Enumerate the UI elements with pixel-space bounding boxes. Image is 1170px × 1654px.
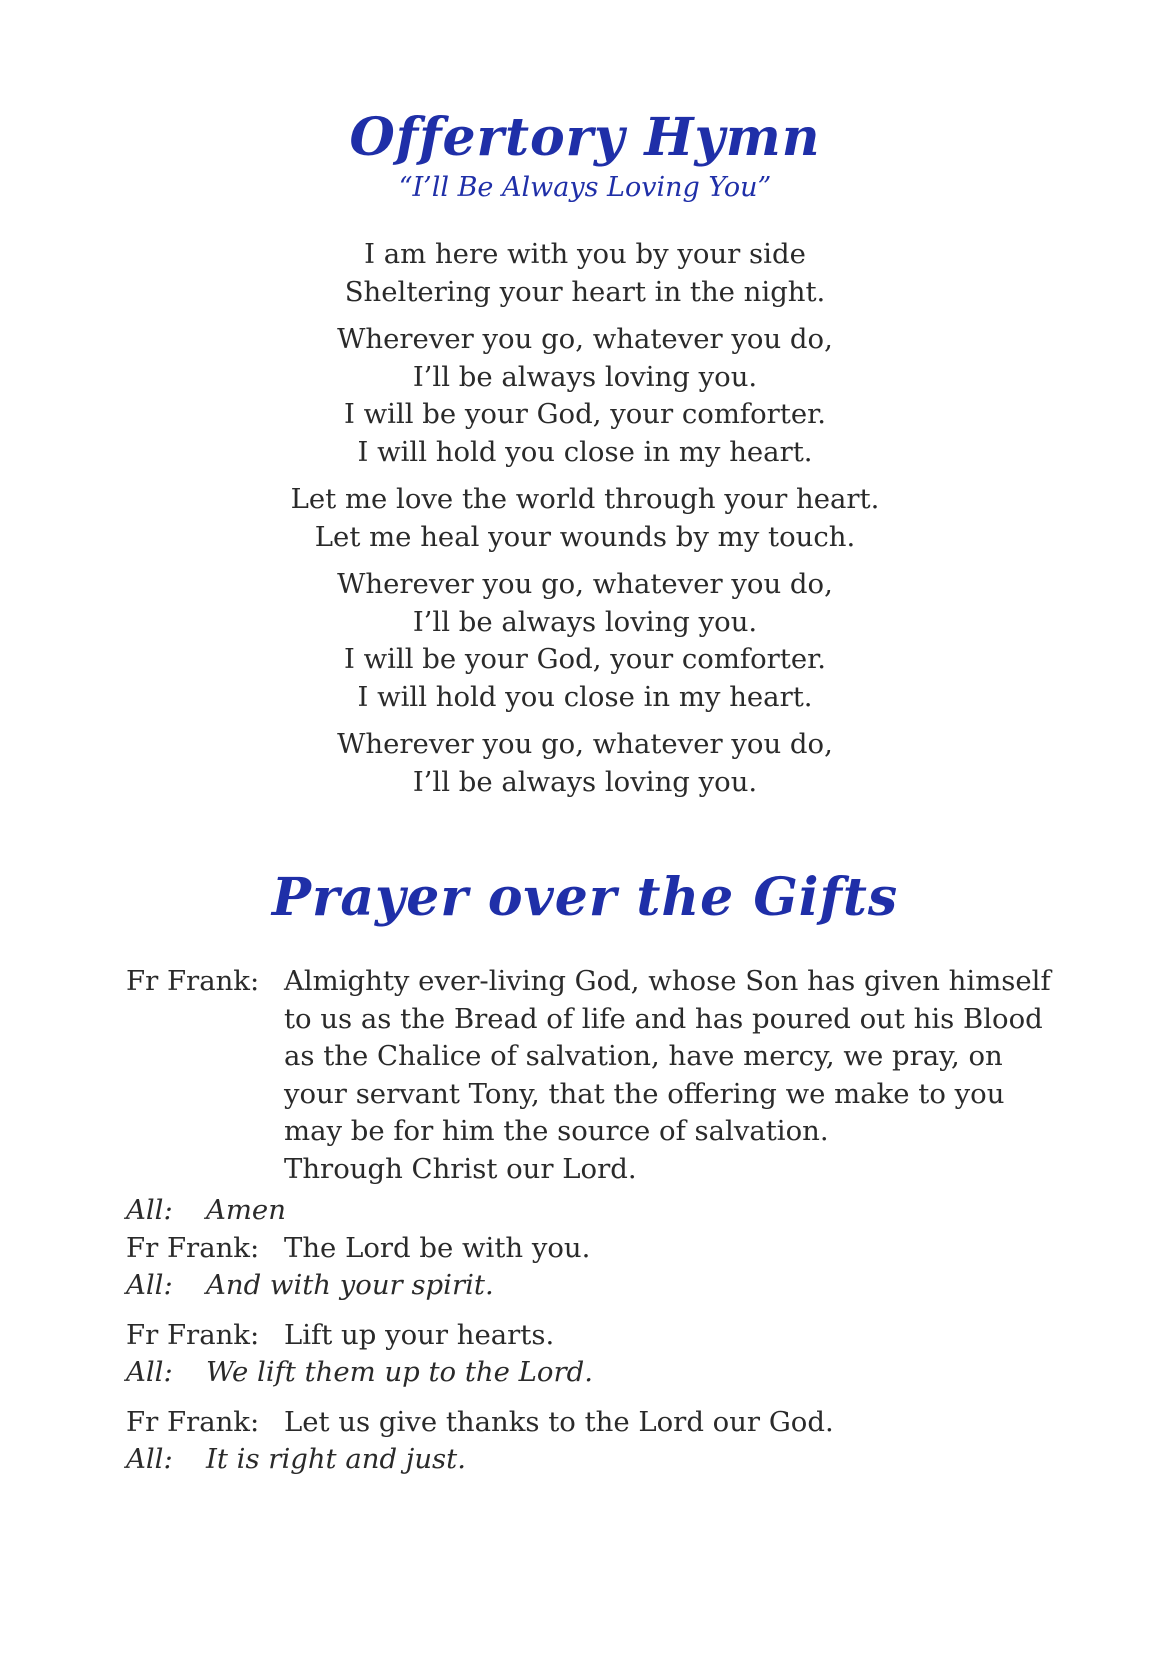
prayer-line: Almighty ever-living God, whose Son has given himself — [284, 965, 1051, 997]
verse-line: I’ll be always loving you. — [412, 360, 758, 393]
prayer-line: your servant Tony, that the offering we make to you — [284, 1077, 1005, 1110]
priest-prayer — [126, 963, 1056, 1188]
prayer-line: may be for him the source of salvation. — [284, 1115, 829, 1147]
priest-greeting — [126, 1230, 1056, 1268]
response-text: And with your spirit. — [206, 1269, 494, 1301]
prayer-line: Through Christ our Lord. — [284, 1152, 637, 1185]
speaker-label: All: — [126, 1356, 173, 1388]
spacer — [126, 1305, 1056, 1317]
hymn-subtitle: “I’ll Be Always Loving You” — [398, 172, 772, 203]
verse-line: Let me heal your wounds by my touch. — [314, 520, 856, 553]
speaker-label: All: — [126, 1443, 173, 1475]
speaker-label: Fr Frank: — [126, 965, 260, 997]
verse-line: Wherever you go, whatever you do, — [337, 323, 833, 355]
verse-2 — [0, 321, 1170, 471]
hymn-verses — [0, 236, 1170, 811]
verse-line: I will hold you close in my heart. — [357, 680, 813, 713]
verse-line: Let me love the world through your heart. — [290, 483, 880, 515]
offertory-hymn-title: Offertory Hymn — [349, 107, 821, 168]
verse-5 — [0, 726, 1170, 801]
verse-line: I am here with you by your side — [364, 238, 806, 270]
verse-1 — [0, 236, 1170, 311]
priest-lift — [126, 1317, 1056, 1355]
response-amen — [126, 1192, 1056, 1230]
verse-line: I’ll be always loving you. — [412, 605, 758, 638]
spacer — [126, 1392, 1056, 1404]
verse-3 — [0, 481, 1170, 556]
priest-thanks — [126, 1404, 1056, 1442]
speaker-label: Fr Frank: — [126, 1231, 260, 1264]
prayer-over-gifts-title: Prayer over the Gifts — [271, 867, 899, 928]
response-text: It is right and just. — [206, 1443, 466, 1475]
lift-text: Lift up your hearts. — [284, 1318, 555, 1351]
verse-line: Wherever you go, whatever you do, — [337, 728, 833, 760]
speaker-label: Fr Frank: — [126, 1405, 260, 1438]
prayer-text — [284, 963, 1056, 1188]
response-text: Amen — [206, 1194, 286, 1226]
verse-line: I will hold you close in my heart. — [357, 435, 813, 468]
verse-line: I will be your God, your comforter. — [344, 398, 826, 430]
verse-line: Sheltering your heart in the night. — [344, 275, 826, 308]
prayer-dialogue — [126, 963, 1056, 1479]
speaker-label: Fr Frank: — [126, 1318, 260, 1351]
verse-line: I will be your God, your comforter. — [344, 643, 826, 675]
verse-line: I’ll be always loving you. — [412, 765, 758, 798]
response-thanks — [126, 1441, 1056, 1479]
prayer-line: as the Chalice of salvation, have mercy, we pray, on — [284, 1040, 1003, 1072]
response-greeting — [126, 1267, 1056, 1305]
response-text: We lift them up to the Lord. — [206, 1356, 593, 1388]
greeting-text: The Lord be with you. — [284, 1231, 591, 1264]
response-lift — [126, 1354, 1056, 1392]
thanks-text: Let us give thanks to the Lord our God. — [284, 1405, 834, 1438]
prayer-line: to us as the Bread of life and has poured out his Blood — [284, 1002, 1043, 1035]
speaker-label: All: — [126, 1194, 173, 1226]
verse-4 — [0, 566, 1170, 716]
verse-line: Wherever you go, whatever you do, — [337, 568, 833, 600]
speaker-label: All: — [126, 1269, 173, 1301]
